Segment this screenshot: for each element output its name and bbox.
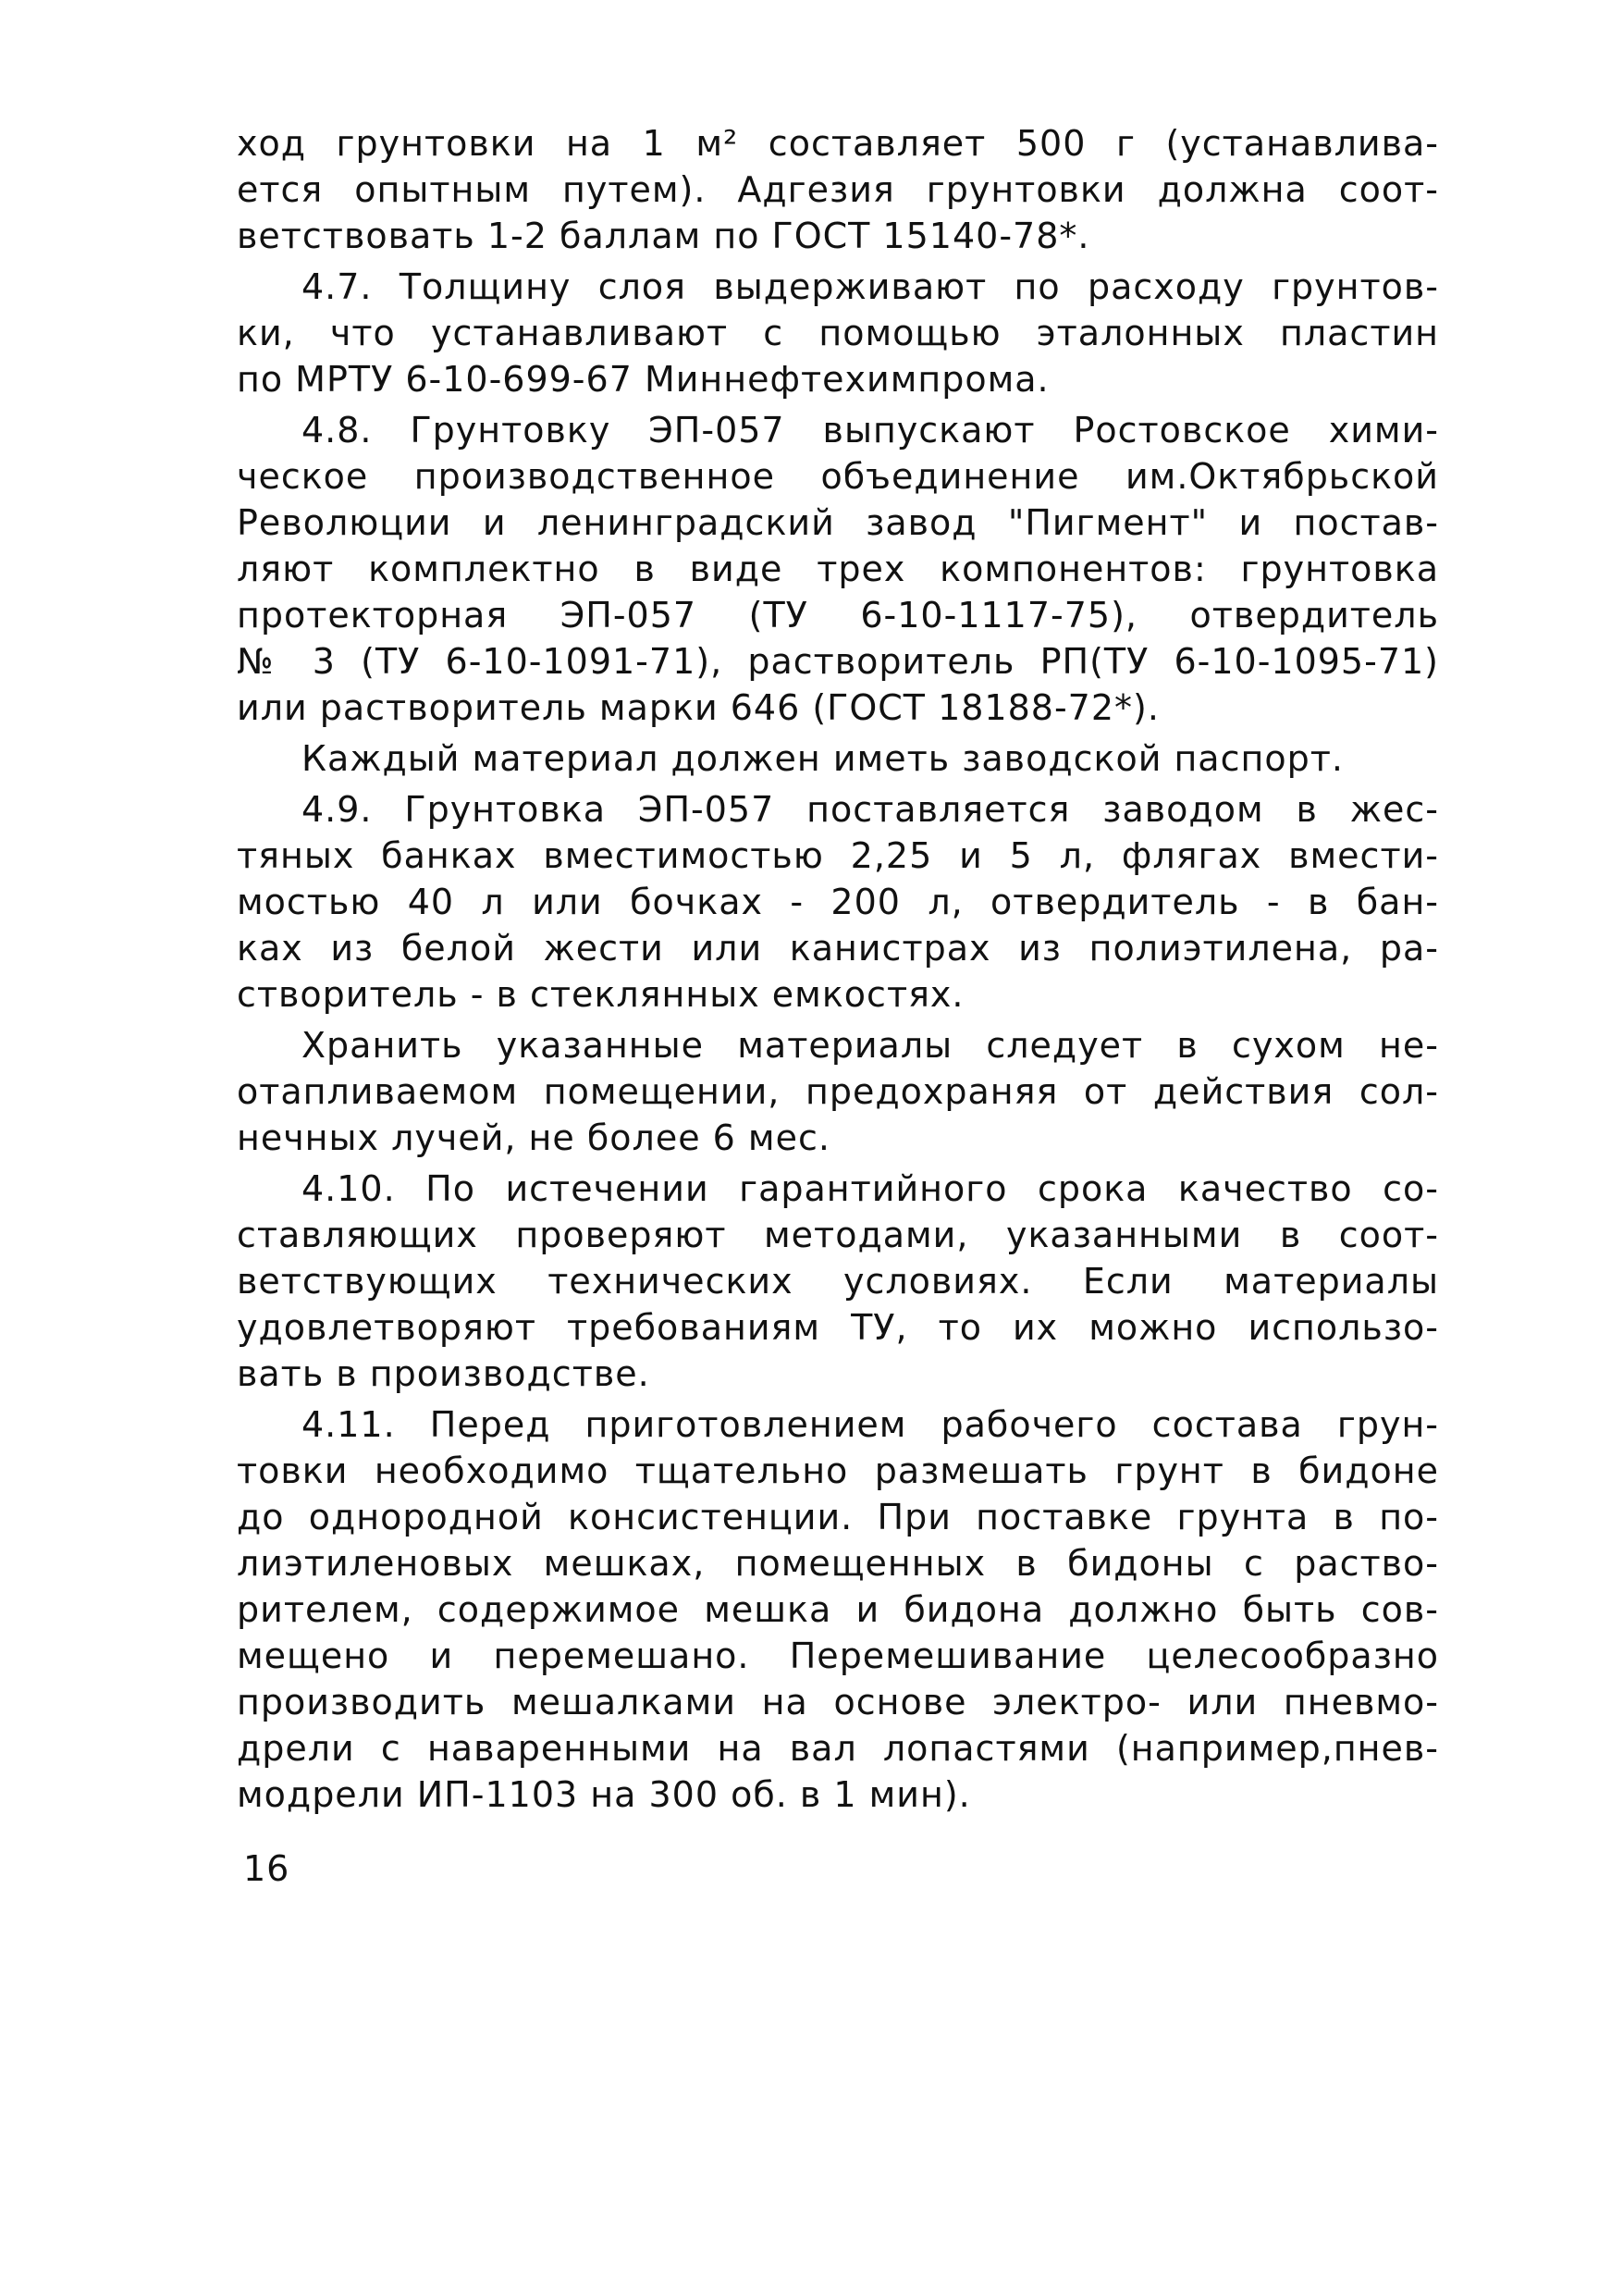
paragraph-4-11 bbox=[237, 1401, 1439, 1818]
text-line: по МРТУ 6-10-699-67 Миннефтехимпрома. bbox=[237, 359, 1050, 400]
text-line: или растворитель марки 646 (ГОСТ 18188-72*). bbox=[237, 687, 1160, 728]
text-line: товки необходимо тщательно размешать грунт в бидоне bbox=[237, 1450, 1439, 1491]
text-line: до однородной консистенции. При поставке грунта в по- bbox=[237, 1497, 1439, 1537]
text-line: 4.9. Грунтовка ЭП-057 поставляется заводом в жес- bbox=[301, 789, 1439, 830]
text-line: отапливаемом помещении, предохраняя от действия сол- bbox=[237, 1071, 1439, 1112]
text-line: 4.11. Перед приготовлением рабочего состава грун- bbox=[301, 1404, 1439, 1445]
text-line: ход грунтовки на 1 м² составляет 500 г (устанавлива- bbox=[237, 123, 1439, 164]
paragraph-passport bbox=[237, 735, 1439, 782]
text-line: 4.10. По истечении гарантийного срока качество со- bbox=[301, 1168, 1439, 1209]
text-line: производить мешалками на основе электро- или пневмо- bbox=[237, 1682, 1439, 1722]
document-body bbox=[237, 120, 1439, 1818]
text-line: ставляющих проверяют методами, указанными в соот- bbox=[237, 1215, 1439, 1255]
text-line: Хранить указанные материалы следует в сухом не- bbox=[301, 1025, 1439, 1066]
text-line: ляют комплектно в виде трех компонентов: грунтовка bbox=[237, 549, 1439, 589]
text-line: вать в производстве. bbox=[237, 1353, 650, 1394]
text-line: 4.8. Грунтовку ЭП-057 выпускают Ростовское хими- bbox=[301, 410, 1439, 451]
text-line: ках из белой жести или канистрах из полиэтилена, ра- bbox=[237, 928, 1439, 969]
text-line: протекторная ЭП-057 (ТУ 6-10-1117-75), отвердитель bbox=[237, 595, 1439, 636]
text-line: удовлетворяют требованиям ТУ, то их можно использо- bbox=[237, 1307, 1439, 1348]
text-line: ческое производственное объединение им.Октябрьской bbox=[237, 456, 1439, 497]
text-line: створитель - в стеклянных емкостях. bbox=[237, 974, 965, 1015]
paragraph-4-7 bbox=[237, 264, 1439, 402]
paragraph-storage bbox=[237, 1022, 1439, 1161]
text-line: Революции и ленинградский завод "Пигмент" и постав- bbox=[237, 502, 1439, 543]
text-line: ется опытным путем). Адгезия грунтовки должна соот- bbox=[237, 169, 1439, 210]
paragraph-4-9 bbox=[237, 786, 1439, 1018]
text-line: модрели ИП-1103 на 300 об. в 1 мин). bbox=[237, 1774, 971, 1815]
text-line: тяных банках вместимостью 2,25 и 5 л, флягах вмести- bbox=[237, 835, 1439, 876]
text-line: мостью 40 л или бочках - 200 л, отвердитель - в бан- bbox=[237, 882, 1439, 922]
text-line: лиэтиленовых мешках, помещенных в бидоны с раство- bbox=[237, 1543, 1439, 1584]
paragraph-4-8 bbox=[237, 407, 1439, 731]
text-line: № 3 (ТУ 6-10-1091-71), растворитель РП(ТУ 6-10-1095-71) bbox=[237, 641, 1439, 682]
text-line: 4.7. Толщину слоя выдерживают по расходу грунтов- bbox=[301, 266, 1439, 307]
text-line: Каждый материал должен иметь заводской паспорт. bbox=[301, 738, 1344, 779]
text-line: ки, что устанавливают с помощью эталонных пластин bbox=[237, 313, 1439, 353]
page-number: 16 bbox=[243, 1848, 290, 1889]
text-line: дрели с наваренными на вал лопастями (например,пнев- bbox=[237, 1728, 1439, 1769]
paragraph-intro bbox=[237, 120, 1439, 259]
text-line: нечных лучей, не более 6 мес. bbox=[237, 1117, 830, 1158]
text-line: ветствующих технических условиях. Если материалы bbox=[237, 1261, 1439, 1302]
text-line: рителем, содержимое мешка и бидона должно быть сов- bbox=[237, 1589, 1439, 1630]
paragraph-4-10 bbox=[237, 1166, 1439, 1397]
text-line: мещено и перемешано. Перемешивание целесообразно bbox=[237, 1636, 1439, 1676]
text-line: ветствовать 1-2 баллам по ГОСТ 15140-78*. bbox=[237, 216, 1090, 256]
